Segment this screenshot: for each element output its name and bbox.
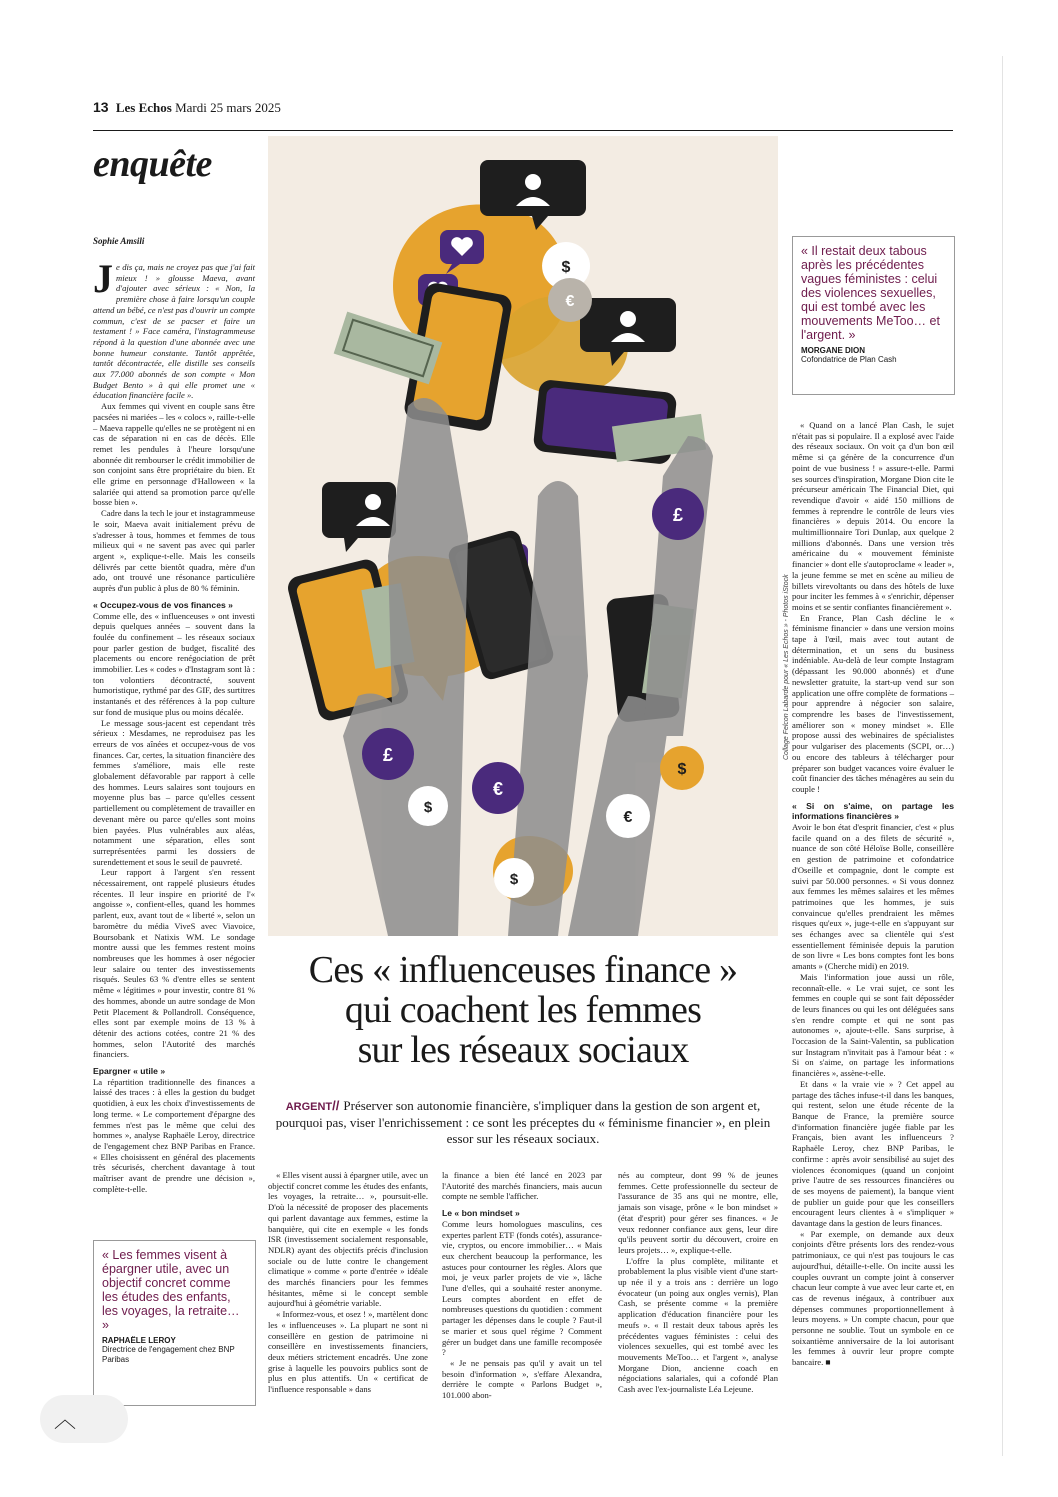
article-column-1 xyxy=(93,256,255,1237)
svg-text:£: £ xyxy=(382,745,394,765)
paragraph: la finance a bien été lancé en 2023 par l'Autorité des marchés financiers, mais aucun compte ne semble l'afficher. xyxy=(442,1170,602,1202)
paragraph: La répartition traditionnelle des finances a laissé des traces : à elles la gestion du budget quotidien, à eux les choix d'investissements de long terme. « Le comportement d'épargne des femmes n'est pas le même que celui des hommes », analyse Raphaële Leroy, directrice de l'engagement chez BNP Paribas en France. « Elles choisissent en général des placements très sécurisés, cherchent davantage à tout maîtriser avant de prendre une décision », complète-t-elle. xyxy=(93,1076,255,1194)
scroll-up-chevron-icon: ︿ xyxy=(54,1408,77,1433)
headline-line: sur les réseaux sociaux xyxy=(357,1029,689,1071)
paragraph: En France, Plan Cash décline le « féminisme financier » dans une version moins tape à l'œil, mais avec tout autant de détermination, et un sens du business indéniable. Au-delà de leur compte Instagram (dépassant les 90.000 abonnés) et d'une newsletter gratuite, la start-up vend sur son application une offre complète de formations – pour apprendre à négocier son salaire, comprendre les bases de l'investissement, améliorer son « money mindset ». Elle propose aussi des webinaires de spécialistes pour vulgariser des placements (SCPI, or…) ou encore des tableurs à télécharger pour préparer son budget vacances voire évaluer le coût financier des tâches ménagères au sein du couple ! xyxy=(792,612,954,794)
pull-quote-text: « Il restait deux tabous après les précédentes vagues féministes : celui des violences sexuelles, qui est tombé avec les mouvements MeToo… et l'argent. » xyxy=(801,244,940,342)
paragraph: « Informez-vous, et osez ! », martèlent donc les « influenceuses ». La plupart ne sont ni conseillère en gestion de patrimoine ni conseillère en investissements financiers, deux métiers strictement encadrés. Une zone grise à laquelle les pouvoirs publics sont de plus en plus attentifs. Un « certificat de l'influence responsable » dans xyxy=(268,1309,429,1395)
svg-text:€: € xyxy=(623,809,633,826)
end-mark: ■ xyxy=(825,1357,831,1368)
subheading: « Si on s'aime, on partage les informations financières » xyxy=(792,800,954,822)
byline: Sophie Amsili xyxy=(93,236,145,246)
standfirst-tag: ARGENT xyxy=(285,1101,333,1113)
euro-bubble-icon xyxy=(548,278,592,322)
paragraph: « Elles visent aussi à épargner utile, avec un objectif concret comme les études des enfants, les voyages, la retraite… », poursuit-elle. D'où la nécessité de proposer des placements qui parlent davantage aux femmes, estime la banquière, qui cite en exemple « les fonds ISR (investissement socialement responsable, NDLR) ayant des objectifs précis d'inclusion sociale ou de lutte contre le changement climatique » comme « porte d'entrée » idéale des marchés financiers pour les femmes hésitantes, même si le concept semble aujourd'hui à géométrie variable. xyxy=(268,1170,428,1309)
svg-text:$: $ xyxy=(423,799,433,816)
svg-text:£: £ xyxy=(672,505,684,525)
svg-text:€: € xyxy=(492,779,504,799)
paragraph: Le message sous-jacent est cependant très sérieux : Mesdames, ne reproduisez pas les erreurs de vos aînées et occupez-vous de vos finances. Car, certes, la situation financière des femmes s'améliore, mais elle reste globalement défavorable par rapport à celle des hommes. Leurs salaires sont toujours en moyenne plus bas – parce qu'elles cessent partiellement ou complètement de travailler en devenant mère ou parce qu'elles sont moins bien payées. Plus vulnérables aux aléas, notamment une séparation, elles sont surreprésentées parmi les dossiers de surendettement et sous le seuil de pauvreté. xyxy=(93,717,255,867)
pull-quote-role: Directrice de l'engagement chez BNP Paribas xyxy=(102,1345,235,1364)
headline-line: Ces « influenceuses finance » xyxy=(308,949,738,991)
svg-text:$: $ xyxy=(509,871,519,888)
pull-quote-dion xyxy=(792,236,955,395)
paragraph: Avoir le bon état d'esprit financier, c'est « plus facile quand on a des filets de sécurité », nuance de son côté Héloïse Bolle, conseillère en gestion de patrimoine et cofondatrice d'Oseille et compagnie, dont le compte est suivi par 50.000 personnes. « Si vous donnez aux femmes les mêmes salaires et les mêmes patrimoines que les hommes, je suis convaincue qu'elles prendraient les mêmes risques qu'eux », juge-t-elle en s'appuyant sur ses échanges avec sa clientèle qui s'est essentiellement féminisée depuis la parution de son livre « Les bons comptes font les bons amants » (Cherche midi) en 2019. xyxy=(792,822,954,972)
paragraph: « Par exemple, on demande aux deux conjoints d'être présents lors des rendez-vous patrimoniaux, ce qui n'est pas toujours le cas aujourd'hui, détaille-t-elle. On incite aussi les couples ouvrant un compte joint à conserver chacun leur compte à vue avec leur carte et, en cas de revenus inégaux, à contribuer aux dépenses communes proportionnellement à leurs moyens. » Un compte chacun, pour que personne ne soublie. Tout un symbole en ce soixantième anniversaire de la loi autorisant les femmes à ouvrir leur propre compte bancaire. xyxy=(792,1228,954,1368)
pull-quote-text: « Les femmes visent à épargner utile, avec un objectif concret comme les études des enfants, les voyages, la retraite… » xyxy=(102,1248,240,1332)
euro-bubble-icon xyxy=(606,794,650,838)
svg-text:$: $ xyxy=(677,761,687,778)
subheading: Epargner « utile » xyxy=(93,1066,166,1077)
paragraph: Mais l'information joue aussi un rôle, reconnaît-elle. « Le vrai sujet, ce sont les femmes en couple qui se sont fait déposséder de leurs finances ou qui les ont déléguées sans s'en rendre compte et qui ne sont pas autonomes », ajoute-t-elle. Sans surprise, à l'occasion de la Saint-Valentin, sa publication sur Instagram n'invitait pas à l'amour béat : « Si on s'aime, on partage les informations financières », assène-t-elle. xyxy=(792,971,954,1079)
paragraph: Leur rapport à l'argent s'en ressent nécessairement, ont rappelé plusieurs études récentes. Il leur inspire en priorité de l'« angoisse », confient-elles, quand les hommes parlent, eux, avant tout de « liberté », selon un baromètre du média ViveS avec Viavoice, Boursobank et Natixis WM. Le sondage montre aussi que les femmes restent moins nombreuses que les hommes à oser négocier leur salaire ou tenter des investissements risqués. Seules 63 % d'entre elles se sentent même « légitimes » pour investir, contre 81 % des hommes, abonde un autre sondage de Mon Petit Placement & Pollandroll. Conséquence, elles sont par exemple moins de 13 % à détenir des actions cotées, contre 21 % des hommes, selon l'Autorité des marchés financiers. xyxy=(93,867,255,1060)
standfirst xyxy=(268,1098,778,1147)
paragraph: « Je ne pensais pas qu'il y avait un tel besoin d'information », s'effare Alexandra, derrière le compte « Parlons Budget », 101.000 abon- xyxy=(442,1357,602,1401)
svg-text:€: € xyxy=(565,293,575,310)
collage-svg xyxy=(268,136,778,936)
page-number: 13 xyxy=(93,99,109,115)
subheading: Le « bon mindset » xyxy=(442,1208,520,1219)
standfirst-text: Préserver son autonomie financière, s'impliquer dans la gestion de son argent et, pourquoi pas, viser l'enrichissement : ce sont les préceptes du « féminisme financier », en plein essor sur les réseaux sociaux. xyxy=(275,1098,771,1146)
dollar-bubble-icon xyxy=(494,858,534,898)
header-rule xyxy=(93,130,953,131)
pull-quote-leroy xyxy=(93,1240,256,1406)
issue-date: Mardi 25 mars 2025 xyxy=(175,100,281,115)
paragraph: Et dans « la vraie vie » ? Cet appel au partage des tâches infuse-t-il dans les banques, qui restent, selon une étude récente de la Banque de France, la première source d'information financière jugée fiable par les Français, bien avant les influenceurs ? Raphaële Leroy, chez BNP Paribas, le confirme : après avoir sensibilisé au sujet des violences économiques (quand un conjoint prive l'autre de ses ressources financières ou de ses moyens de paiement), la banque vient de publier un guide pour que les conseillers encouragent leurs clientes à « s'impliquer » davantage dans la gestion de leurs finances. xyxy=(792,1078,954,1229)
pound-bubble-icon xyxy=(652,488,704,540)
paragraph: L'offre la plus complète, militante et probablement la plus visible vient d'une start-up née il y a trois ans : derrière un logo évocateur (un poing aux ongles vernis), Plan Cash, se présente comme « la première application d'éducation financière pour les meufs ». « Il restait deux tabous après les précédentes vagues féministes : celui des violences sexuelles, qui est tombé avec les mouvements MeToo… et l'argent », analyse Morgane Dion, ancienne coach en négociations salariales, qui a cofondé Plan Cash avec l'ex-journaliste Léa Lejeune. xyxy=(618,1255,778,1395)
dollar-bubble-icon xyxy=(408,786,448,826)
article-column-5 xyxy=(792,420,954,1395)
paragraph: Aux femmes qui vivent en couple sans être pacsées ni mariées – les « colocs », raille-t-elle – Maeva rappelle qu'elles ne se protègent ni en cas de séparation ni en cas de décès. Elle remet les pendules à l'heure lorsqu'une abonnée dit rembourser le crédit immobilier de son conjoint sans être propriétaire du bien. Et elle grime en personnage d'Halloween « la salariée qui attend sa promotion parce qu'elle bosse bien ». xyxy=(93,401,255,508)
drop-cap: J xyxy=(93,256,113,301)
svg-text:$: $ xyxy=(561,259,571,276)
paragraph: Comme leurs homologues masculins, ces expertes parlent ETF (fonds cotés), assurance-vie, cryptos, ou encore immobilier… « Mais eux cherchent beaucoup la performance, les astuces pour contourner les règles. Alors que moi, je veux parler projets de vie », lâche l'une d'elles, qui a souhaité rester anonyme. Leurs comptes abordent en effet de nombreuses questions du quotidien : comment partager les dépenses dans le couple ? Faut-il se marier et sous quel régime ? Comment gérer un budget dans une famille recomposée ? xyxy=(442,1218,602,1358)
euro-bubble-icon xyxy=(472,762,524,814)
pull-quote-author: RAPHAËLE LEROY xyxy=(102,1336,176,1345)
article-column-4 xyxy=(618,1170,778,1395)
headline-line: qui coachent les femmes xyxy=(344,989,702,1031)
pull-quote-author: MORGANE DION xyxy=(801,346,865,355)
subheading: « Occupez-vous de vos finances » xyxy=(93,599,233,610)
article-column-3 xyxy=(442,1170,602,1401)
newspaper-brand: Les Echos xyxy=(115,100,172,115)
paragraph: « Quand on a lancé Plan Cash, le sujet n'était pas si populaire. Il a explosé avec l'aide des réseaux sociaux. On voit ça d'un bon œil même si ça génère de la concurrence d'un point de vue business ! » assure-t-elle. Parmi ses sources d'inspiration, Morgane Dion cite le précurseur américain The Financial Diet, qui revendique d'avoir « aidé 150 millions de femmes à reprendre le contrôle de leurs vies financières » depuis 2014. Ou encore la multimillionnaire Tori Dunlap, aux quelque 2 millions d'abonnés. Dans une version très américaine du « mouvement féministe financier » dont elle s'autoproclame « leader », la jeune femme se met en scène au milieu de billets virevoltants ou dans des hôtels de luxe pour inciter les femmes à « s'enrichir, dépenser moins et se sentir confiantes financièrement ». xyxy=(792,420,954,612)
article-column-2 xyxy=(268,1170,428,1395)
photo-credit: Collage Felcon Labarde pour « Les Echos » - Photos iStock xyxy=(783,574,790,760)
dollar-bubble-icon xyxy=(660,746,704,790)
paragraph: Comme elle, des « influenceuses » ont investi depuis quelques années – souvent dans la foulée du confinement – les réseaux sociaux pour parler gestion de budget, fiscalité des placements ou encore renégociation de prêt immobilier. Les « codes » d'Instagram sont là : ton volontiers décontracté, souvent humoristique, rythmé par des GIF, des surtitres instantanés et des références à la pop culture sur fond de musique plus ou moins décalée. xyxy=(93,610,255,717)
pull-quote-role: Cofondatrice de Plan Cash xyxy=(801,355,897,364)
masthead xyxy=(93,99,281,116)
pound-bubble-icon xyxy=(362,728,414,780)
collage-illustration xyxy=(268,136,778,936)
paragraph: e dis ça, mais ne croyez pas que j'ai fait mieux ! » glousse Maeva, avant d'ajouter avec sérieux : « Non, la première chose à faire lorsqu'un couple attend un bébé, ce n'est pas d'ouvrir un compte commun, c'est de se pacser et faire un testament ! » Face caméra, l'instagrammeuse répond à la question d'une abonnée avec une bonne humeur constante. Tantôt apprêtée, tantôt décontractée, elle distille ses conseils aux 77.000 abonnés de son compte « Mon Budget Bento » à qui elle promet une « éducation financière facile ». xyxy=(93,262,255,401)
headline xyxy=(268,950,778,1070)
paragraph: Cadre dans la tech le jour et instagrammeuse le soir, Maeva avait initialement prévu de s'adresser à tous, hommes et femmes de tous milieux qui « ne savent pas avec qui parler argent », explique-t-elle. Mais les conseils délivrés par cette bientôt quadra, mère d'un ado, ont trouvé une résonance particulière auprès d'un public à plus de 80 % féminin. xyxy=(93,508,255,594)
page-edge xyxy=(1002,56,1003,1456)
paragraph: nés au compteur, dont 99 % de jeunes femmes. Cette professionnelle du secteur de l'assurance de 35 ans qui ne montre, elle, jamais son visage, prône « le bon mindset » (état d'esprit) pour gérer ses finances. « Je veux redonner confiance aux gens, leur dire qu'ils peuvent sortir du découvert, croire en leurs projets… », explique-t-elle. xyxy=(618,1170,778,1255)
section-rubric: enquête xyxy=(93,143,212,185)
tag-slash: // xyxy=(332,1098,340,1113)
scroll-up-button[interactable] xyxy=(40,1395,128,1443)
